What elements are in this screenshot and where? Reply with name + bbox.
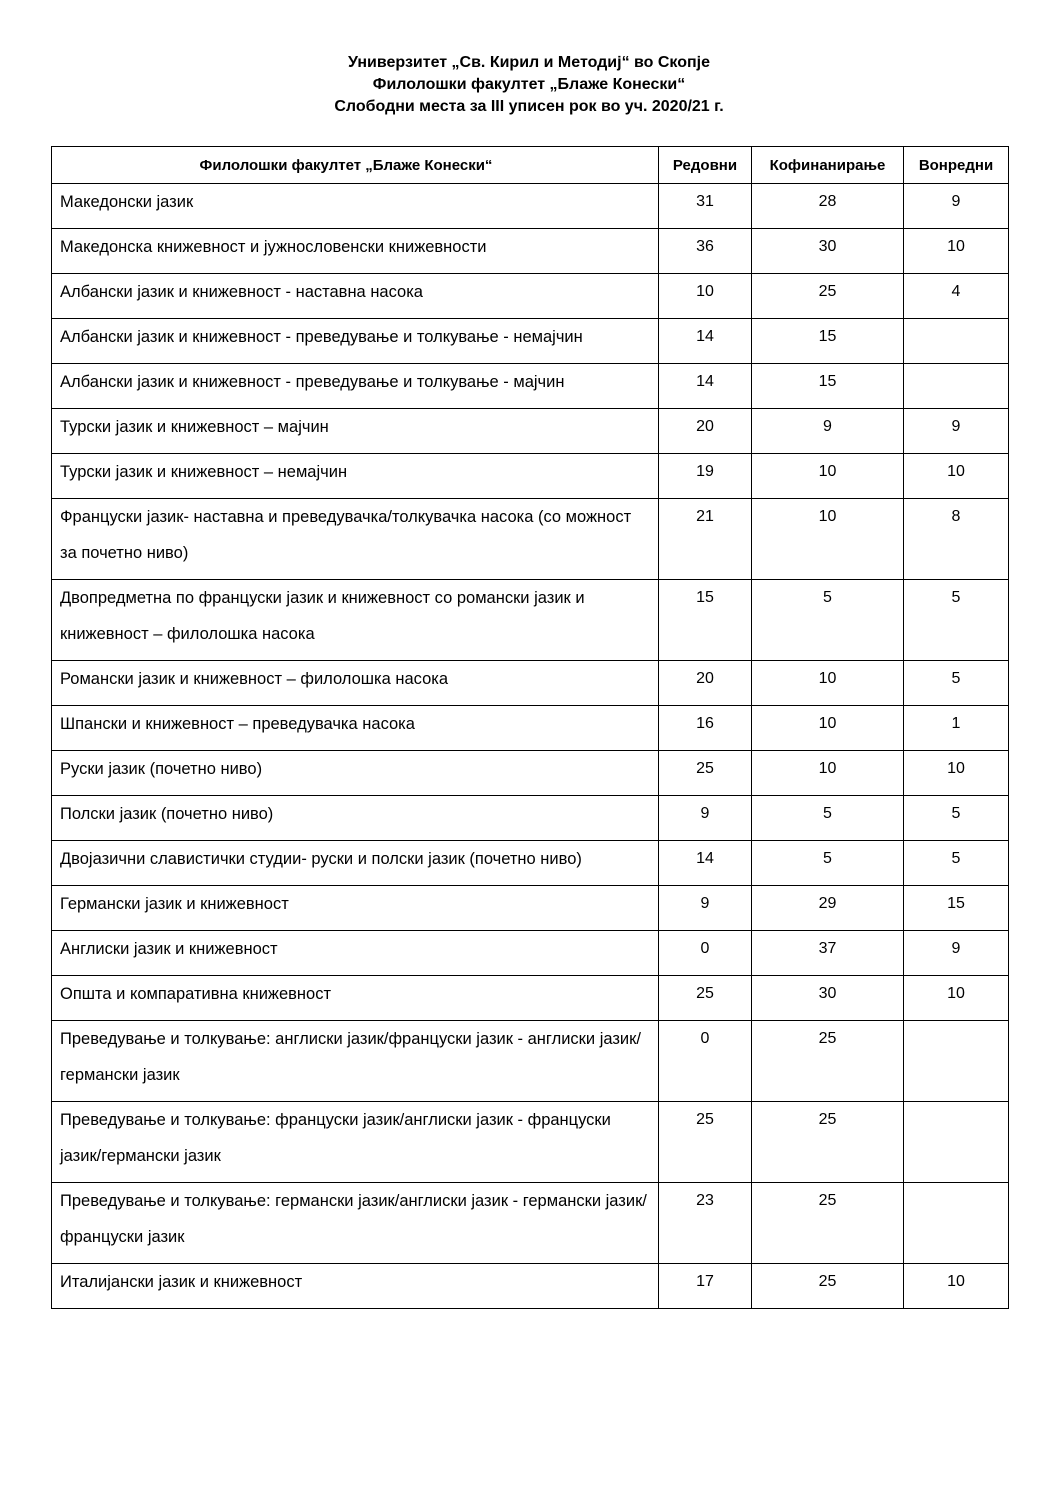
cofinanced-places-cell: 25 <box>752 1264 904 1309</box>
table-row <box>52 499 1009 580</box>
table-row <box>52 1021 1009 1102</box>
programme-name: Општа и компаративна книжевност <box>60 985 332 1003</box>
parttime-places-cell <box>904 1183 1009 1264</box>
programme-name-cell <box>52 661 659 706</box>
table-row <box>52 1264 1009 1309</box>
programme-name-cell <box>52 454 659 499</box>
cofinanced-places-cell: 29 <box>752 886 904 931</box>
document-subtitle: Слободни места за III уписен рок во уч. 2020/21 г. <box>334 98 724 115</box>
regular-places-cell: 21 <box>659 499 752 580</box>
cofinanced-places-cell: 10 <box>752 751 904 796</box>
table-row <box>52 886 1009 931</box>
programme-name: Турски јазик и книжевност – мајчин <box>60 418 329 436</box>
programme-name: Преведување и толкување: германски јазик/англиски јазик - германски јазик/француски јазик <box>60 1192 647 1246</box>
programme-name: Полски јазик (почетно ниво) <box>60 805 274 823</box>
programme-name: Француски јазик- наставна и преведувачка/толкувачка насока (со можност за почетно ниво) <box>60 508 632 562</box>
regular-places-cell: 14 <box>659 364 752 409</box>
parttime-places-cell: 9 <box>904 409 1009 454</box>
cofinanced-places-cell: 15 <box>752 319 904 364</box>
parttime-places-cell: 5 <box>904 841 1009 886</box>
programme-name-cell <box>52 499 659 580</box>
regular-places-cell: 23 <box>659 1183 752 1264</box>
programme-name-cell <box>52 319 659 364</box>
cofinanced-places-cell: 30 <box>752 976 904 1021</box>
table-row <box>52 184 1009 229</box>
table-header-row <box>52 147 1009 184</box>
parttime-places-cell: 1 <box>904 706 1009 751</box>
programme-name-cell <box>52 1264 659 1309</box>
parttime-places-cell <box>904 319 1009 364</box>
programme-name-cell <box>52 886 659 931</box>
regular-places-cell: 0 <box>659 1021 752 1102</box>
table-row <box>52 454 1009 499</box>
programme-name-cell <box>52 580 659 661</box>
parttime-places-cell: 10 <box>904 229 1009 274</box>
column-header-parttime: Вонредни <box>904 147 1009 184</box>
table-row <box>52 1102 1009 1183</box>
programme-name-cell <box>52 184 659 229</box>
university-title: Универзитет „Св. Кирил и Методиј“ во Скопје <box>348 54 710 71</box>
regular-places-cell: 0 <box>659 931 752 976</box>
regular-places-cell: 31 <box>659 184 752 229</box>
programme-name-cell <box>52 706 659 751</box>
parttime-places-cell: 10 <box>904 751 1009 796</box>
programme-name: Романски јазик и книжевност – филолошка насока <box>60 670 449 688</box>
programme-name-cell <box>52 931 659 976</box>
cofinanced-places-cell: 25 <box>752 1021 904 1102</box>
regular-places-cell: 25 <box>659 976 752 1021</box>
cofinanced-places-cell: 25 <box>752 1183 904 1264</box>
table-row <box>52 229 1009 274</box>
table-row <box>52 751 1009 796</box>
cofinanced-places-cell: 9 <box>752 409 904 454</box>
programme-name: Албански јазик и книжевност - преведување и толкување - немајчин <box>60 328 583 346</box>
programme-name-cell <box>52 796 659 841</box>
regular-places-cell: 25 <box>659 1102 752 1183</box>
parttime-places-cell: 9 <box>904 931 1009 976</box>
cofinanced-places-cell: 10 <box>752 706 904 751</box>
faculty-title: Филолошки факултет „Блаже Конески“ <box>372 76 686 93</box>
programme-name: Македонска книжевност и јужнословенски книжевности <box>60 238 487 256</box>
cofinanced-places-cell: 10 <box>752 661 904 706</box>
regular-places-cell: 16 <box>659 706 752 751</box>
programme-name-cell <box>52 1183 659 1264</box>
table-row <box>52 409 1009 454</box>
table-row <box>52 580 1009 661</box>
regular-places-cell: 20 <box>659 409 752 454</box>
regular-places-cell: 25 <box>659 751 752 796</box>
table-row <box>52 931 1009 976</box>
table-row <box>52 841 1009 886</box>
programme-name: Шпански и книжевност – преведувачка насока <box>60 715 415 733</box>
table-row <box>52 319 1009 364</box>
programme-name: Турски јазик и книжевност – немајчин <box>60 463 348 481</box>
regular-places-cell: 20 <box>659 661 752 706</box>
programme-name: Германски јазик и книжевност <box>60 895 289 913</box>
table-row <box>52 1183 1009 1264</box>
parttime-places-cell <box>904 1021 1009 1102</box>
programme-name: Двопредметна по француски јазик и книжевност со романски јазик и книжевност – филолошка насока <box>60 589 585 643</box>
cofinanced-places-cell: 15 <box>752 364 904 409</box>
programme-name: Руски јазик (почетно ниво) <box>60 760 263 778</box>
regular-places-cell: 15 <box>659 580 752 661</box>
document-header <box>0 52 1058 118</box>
parttime-places-cell: 4 <box>904 274 1009 319</box>
table-row <box>52 706 1009 751</box>
regular-places-cell: 17 <box>659 1264 752 1309</box>
parttime-places-cell: 10 <box>904 976 1009 1021</box>
parttime-places-cell: 5 <box>904 661 1009 706</box>
programme-name: Преведување и толкување: француски јазик/англиски јазик - француски јазик/германски јазик <box>60 1111 611 1165</box>
parttime-places-cell: 15 <box>904 886 1009 931</box>
cofinanced-places-cell: 5 <box>752 580 904 661</box>
regular-places-cell: 14 <box>659 319 752 364</box>
parttime-places-cell: 5 <box>904 796 1009 841</box>
programme-name: Албански јазик и книжевност - наставна насока <box>60 283 423 301</box>
regular-places-cell: 19 <box>659 454 752 499</box>
table-body <box>52 184 1009 1309</box>
parttime-places-cell <box>904 364 1009 409</box>
table-row <box>52 796 1009 841</box>
parttime-places-cell: 5 <box>904 580 1009 661</box>
programme-name-cell <box>52 1102 659 1183</box>
regular-places-cell: 10 <box>659 274 752 319</box>
table-row <box>52 364 1009 409</box>
programme-name-cell <box>52 1021 659 1102</box>
programme-name: Преведување и толкување: англиски јазик/француски јазик - англиски јазик/германски јазик <box>60 1030 641 1084</box>
cofinanced-places-cell: 10 <box>752 454 904 499</box>
programme-name: Двојазични славистички студии- руски и полски јазик (почетно ниво) <box>60 850 582 868</box>
regular-places-cell: 9 <box>659 796 752 841</box>
cofinanced-places-cell: 37 <box>752 931 904 976</box>
parttime-places-cell: 9 <box>904 184 1009 229</box>
column-header-cofinanced: Кофинанирање <box>752 147 904 184</box>
programme-name-cell <box>52 841 659 886</box>
programme-name: Италијански јазик и книжевност <box>60 1273 303 1291</box>
parttime-places-cell: 10 <box>904 454 1009 499</box>
table-row <box>52 274 1009 319</box>
free-places-table <box>51 146 1009 1309</box>
programme-name: Албански јазик и книжевност - преведување и толкување - мајчин <box>60 373 565 391</box>
programme-name-cell <box>52 364 659 409</box>
parttime-places-cell: 10 <box>904 1264 1009 1309</box>
parttime-places-cell <box>904 1102 1009 1183</box>
cofinanced-places-cell: 10 <box>752 499 904 580</box>
column-header-regular: Редовни <box>659 147 752 184</box>
regular-places-cell: 9 <box>659 886 752 931</box>
parttime-places-cell: 8 <box>904 499 1009 580</box>
cofinanced-places-cell: 5 <box>752 841 904 886</box>
table-row <box>52 661 1009 706</box>
cofinanced-places-cell: 25 <box>752 1102 904 1183</box>
column-header-programme: Филолошки факултет „Блаже Конески“ <box>52 147 659 184</box>
cofinanced-places-cell: 30 <box>752 229 904 274</box>
table-row <box>52 976 1009 1021</box>
cofinanced-places-cell: 28 <box>752 184 904 229</box>
cofinanced-places-cell: 25 <box>752 274 904 319</box>
regular-places-cell: 14 <box>659 841 752 886</box>
programme-name-cell <box>52 976 659 1021</box>
programme-name-cell <box>52 751 659 796</box>
regular-places-cell: 36 <box>659 229 752 274</box>
programme-name-cell <box>52 274 659 319</box>
programme-name: Англиски јазик и книжевност <box>60 940 278 958</box>
programme-name-cell <box>52 409 659 454</box>
cofinanced-places-cell: 5 <box>752 796 904 841</box>
programme-name-cell <box>52 229 659 274</box>
programme-name: Македонски јазик <box>60 193 194 211</box>
